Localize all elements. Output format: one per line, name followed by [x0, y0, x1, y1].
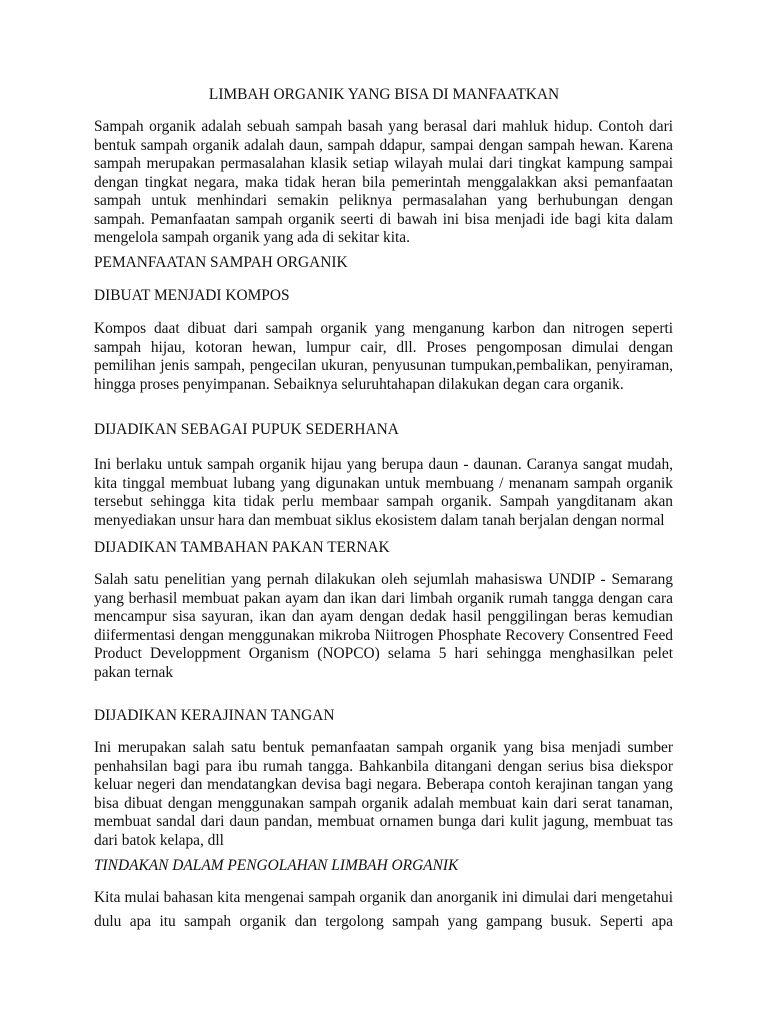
text-line: mencampur sisa sayuran, ikan dan ayam dengan dedak hasil penggilingan beras kemudian [94, 608, 673, 625]
text-line: sampah merupakan permasalahan klasik setiap wilayah mulai dari tingkat kampung sampai [94, 155, 673, 172]
text-line: bisa dibuat dengan menggunakan sampah organik adalah membuat kain dari serat tanaman, [94, 794, 673, 812]
paragraph-tindakan [94, 886, 673, 934]
text-line: Ini berlaku untuk sampah organik hijau yang berupa daun - daunan. Caranya sangat mudah, [94, 456, 673, 473]
paragraph-pupuk [94, 456, 673, 530]
text-line: membuat sandal dari daun pandan, membuat ornamen bunga dari kulit jagung, membuat tas [94, 813, 673, 830]
text-line: pakan ternak [94, 663, 174, 681]
heading-kerajinan: DIJADIKAN KERAJINAN TANGAN [94, 707, 335, 724]
text-line: menyediakan unsur hara dan membuat siklus ekosistem dalam tanah berjalan dengan normal [94, 511, 665, 529]
paragraph-kerajinan [94, 739, 673, 850]
text-line: Salah satu penelitian yang pernah dilakukan oleh sejumlah mahasiswa UNDIP - Semarang [94, 571, 673, 588]
heading-pemanfaatan: PEMANFAATAN SAMPAH ORGANIK [94, 254, 348, 271]
text-line: kita tinggal membuat lubang yang digunakan untuk membuang / menanam sampah organik [94, 474, 673, 492]
text-line: hingga proses penyimpanan. Sebaiknya seluruhtahapan dilakukan degan cara organik. [94, 375, 624, 393]
text-line: dari batok kelapa, dll [94, 831, 224, 849]
text-line: Sampah organik adalah sebuah sampah basah yang berasal dari mahluk hidup. Contoh dari [94, 118, 673, 135]
text-line: diifermentasi dengan menggunakan mikroba Niitrogen Phosphate Recovery Consentred Feed [94, 626, 673, 644]
heading-pupuk: DIJADIKAN SEBAGAI PUPUK SEDERHANA [94, 421, 399, 438]
text-line: penhahsilan bagi para ibu rumah tangga. Bahkanbila ditangani dengan serius bisa diekspor [94, 757, 673, 775]
text-line: tersebut sehingga kita tidak perlu membaar sampah organik. Sampah yangditanam akan [94, 493, 673, 510]
text-line: dulu apa itu sampah organik dan tergolong sampah yang gampang busuk. Seperti apa [94, 913, 673, 930]
text-line: sampah hijau, kotoran hewan, lumpur cair, dll. Proses pengomposan dimulai dengan [94, 338, 673, 356]
paragraph-pakan [94, 571, 673, 682]
text-line: dengan tingkat negara, maka tidak heran bila pemerintah menggalakkan aksi pemanfaatan [94, 173, 673, 191]
paragraph-intro [94, 118, 673, 248]
text-line: mengelola sampah organik yang ada di sekitar kita. [94, 229, 410, 246]
text-line: Kompos daat dibuat dari sampah organik yang menganung karbon dan nitrogen seperti [94, 320, 673, 337]
text-line: bentuk sampah organik adalah daun, sampah ddapur, sampai dengan sampah hewan. Karena [94, 136, 673, 154]
text-line: Product Developpment Organism (NOPCO) selama 5 hari sehingga menghasilkan pelet [94, 645, 673, 662]
heading-pakan: DIJADIKAN TAMBAHAN PAKAN TERNAK [94, 539, 390, 556]
heading-kompos: DIBUAT MENJADI KOMPOS [94, 287, 290, 304]
text-line: sampah. Pemanfaatan sampah organik seerti di bawah ini bisa menjadi ide bagi kita dalam [94, 210, 673, 228]
text-line: pemilihan jenis sampah, pengecilan ukuran, penyusunan tumpukan,pembalikan, penyiraman, [94, 357, 673, 374]
heading-tindakan: TINDAKAN DALAM PENGOLAHAN LIMBAH ORGANIK [94, 857, 459, 874]
text-line: Kita mulai bahasan kita mengenai sampah organik dan anorganik ini dimulai dari mengetahui [94, 889, 673, 906]
paragraph-kompos [94, 320, 673, 394]
text-line: Ini merupakan salah satu bentuk pemanfaatan sampah organik yang bisa menjadi sumber [94, 739, 673, 756]
document-title: LIMBAH ORGANIK YANG BISA DI MANFAATKAN [208, 86, 560, 103]
text-line: keluar negeri dan mendatangkan devisa bagi negara. Beberapa contoh kerajinan tangan yang [94, 776, 673, 793]
text-line: yang berhasil membuat pakan ayam dan ikan dari limbah organik rumah tangga dengan cara [94, 589, 673, 607]
text-line: sampah untuk menhindari semakin peliknya permasalahan yang berhubungan dengan [94, 192, 673, 209]
